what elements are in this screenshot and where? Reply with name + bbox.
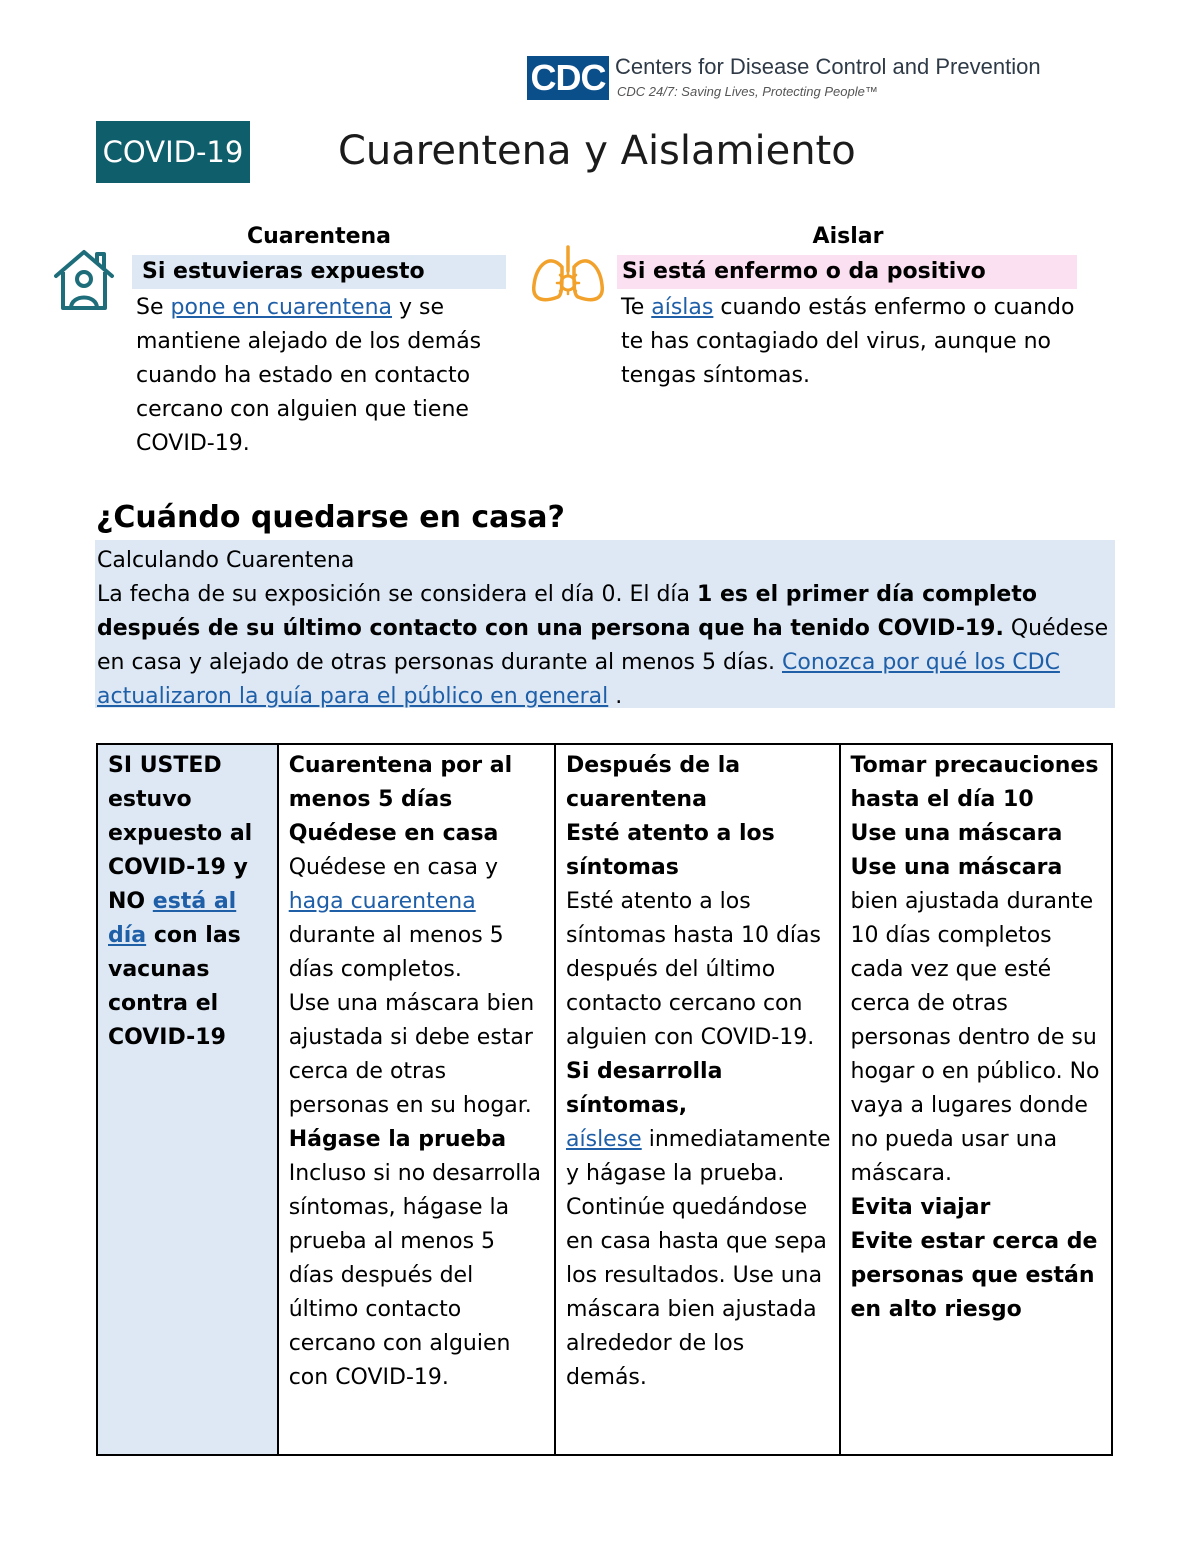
table-cell-quarantine (278, 744, 555, 1455)
watch-symptoms-text: Esté atento a los síntomas hasta 10 días después del último contacto cercano con alguien con COVID-19. (566, 889, 821, 1050)
stay-home-text-pre: Quédese en casa y (288, 855, 498, 880)
exposed-text-pre: SI USTED estuvo expuesto al COVID-19 y NO (108, 753, 253, 914)
table-cell-exposed (97, 744, 278, 1455)
stay-home-text (289, 851, 546, 987)
cdc-logo-mark: CDC (527, 56, 609, 100)
table-row (97, 744, 1112, 1455)
quarantine-heading: Cuarentena (246, 224, 392, 249)
cdc-logo (527, 54, 1087, 106)
isolation-heading: Aislar (812, 224, 884, 249)
if-symptoms-title: Si desarrolla síntomas, (566, 1059, 723, 1118)
avoid-travel-title: Evita viajar (850, 1195, 991, 1220)
quarantine-text-post: y se mantiene alejado de los demás cuando ha estado en contacto cercano con alguien que tiene COVID-19. (136, 295, 482, 456)
lungs-virus-icon (528, 245, 608, 305)
isolation-text-post: cuando estás enfermo o cuando te has contagiado del virus, aunque no tengas síntomas. (621, 295, 1075, 388)
stay-home-text-post: durante al menos 5 días completos. (288, 923, 504, 982)
covid-tag: COVID-19 (96, 121, 250, 183)
quarantine-description (136, 291, 506, 461)
isolation-text-pre: Te (621, 295, 645, 320)
table-cell-after-quarantine (555, 744, 839, 1455)
quarantine-text-pre: Se (136, 295, 164, 320)
quarantine-table (96, 743, 1113, 1456)
section-heading: ¿Cuándo quedarse en casa? (96, 500, 565, 535)
mask-text-bold: Use una máscara (850, 855, 1063, 880)
quarantine-days-title: Cuarentena por al menos 5 días (288, 753, 513, 812)
isolate-link[interactable]: aíslese (566, 1127, 642, 1152)
calc-text-mid: Quédese en casa y alejado de otras personas durante al menos 5 días. (97, 616, 1109, 675)
mask-title: Use una máscara (850, 821, 1063, 846)
isolate-text-post: inmediatamente y hágase la prueba. Continúe quedándose en casa hasta que sepa los resultados. Use una máscara bien ajustada alrededor de los demás. (566, 1127, 831, 1390)
guidance-link[interactable]: Conozca por qué los CDC actualizaron la guía para el público en general (97, 650, 1060, 709)
isolation-description (621, 291, 1077, 393)
quarantine-subheading: Si estuvieras expuesto (132, 255, 506, 289)
watch-symptoms-title: Esté atento a los síntomas (566, 821, 775, 880)
isolation-subheading: Si está enfermo o da positivo (617, 255, 1077, 289)
get-tested-text: Incluso si no desarrolla síntomas, hágase la prueba al menos 5 días después del último contacto cercano con alguien con COVID-19. (288, 1161, 541, 1390)
cdc-logo-tagline: CDC 24/7: Saving Lives, Protecting People™ (617, 84, 878, 99)
get-tested-title: Hágase la prueba (288, 1127, 507, 1152)
stay-home-title: Quédese en casa (288, 821, 499, 846)
cdc-logo-name: Centers for Disease Control and Prevention (615, 54, 1041, 79)
do-quarantine-link[interactable]: haga cuarentena (288, 889, 476, 914)
isolate-text (566, 1123, 830, 1395)
house-person-icon (52, 246, 116, 312)
mask-text (851, 851, 1104, 1191)
table-cell-precautions (840, 744, 1113, 1455)
quarantine-link[interactable]: pone en cuarentena (170, 295, 393, 320)
mask-text-body: bien ajustada durante 10 días completos cada vez que esté cerca de otras personas dentro de su hogar o en público. No vaya a lugares donde no pueda usar una máscara. (850, 889, 1100, 1186)
calculation-box (95, 540, 1115, 708)
mask-home-text: Use una máscara bien ajustada si debe estar cerca de otras personas en su hogar. (288, 991, 535, 1118)
calculation-paragraph (97, 578, 1115, 714)
exposed-text-post: con las vacunas contra el COVID-19 (108, 923, 241, 1050)
up-to-date-link[interactable]: está al día (108, 889, 237, 948)
isolation-link[interactable]: aíslas (651, 295, 714, 320)
after-quarantine-title: Después de la cuarentena (566, 753, 741, 812)
calculation-title: Calculando Cuarentena (97, 548, 355, 573)
calc-text-end: . (615, 684, 623, 709)
calc-text-pre: La fecha de su exposición se considera el día 0. El día (97, 582, 691, 607)
precautions-title: Tomar precauciones hasta el día 10 (850, 753, 1099, 812)
page-title: Cuarentena y Aislamiento (338, 128, 856, 174)
calc-text-bold: 1 es el primer día completo después de su último contacto con una persona que ha tenido COVID-19. (97, 582, 1037, 641)
avoid-high-risk-title: Evite estar cerca de personas que están en alto riesgo (850, 1229, 1098, 1322)
